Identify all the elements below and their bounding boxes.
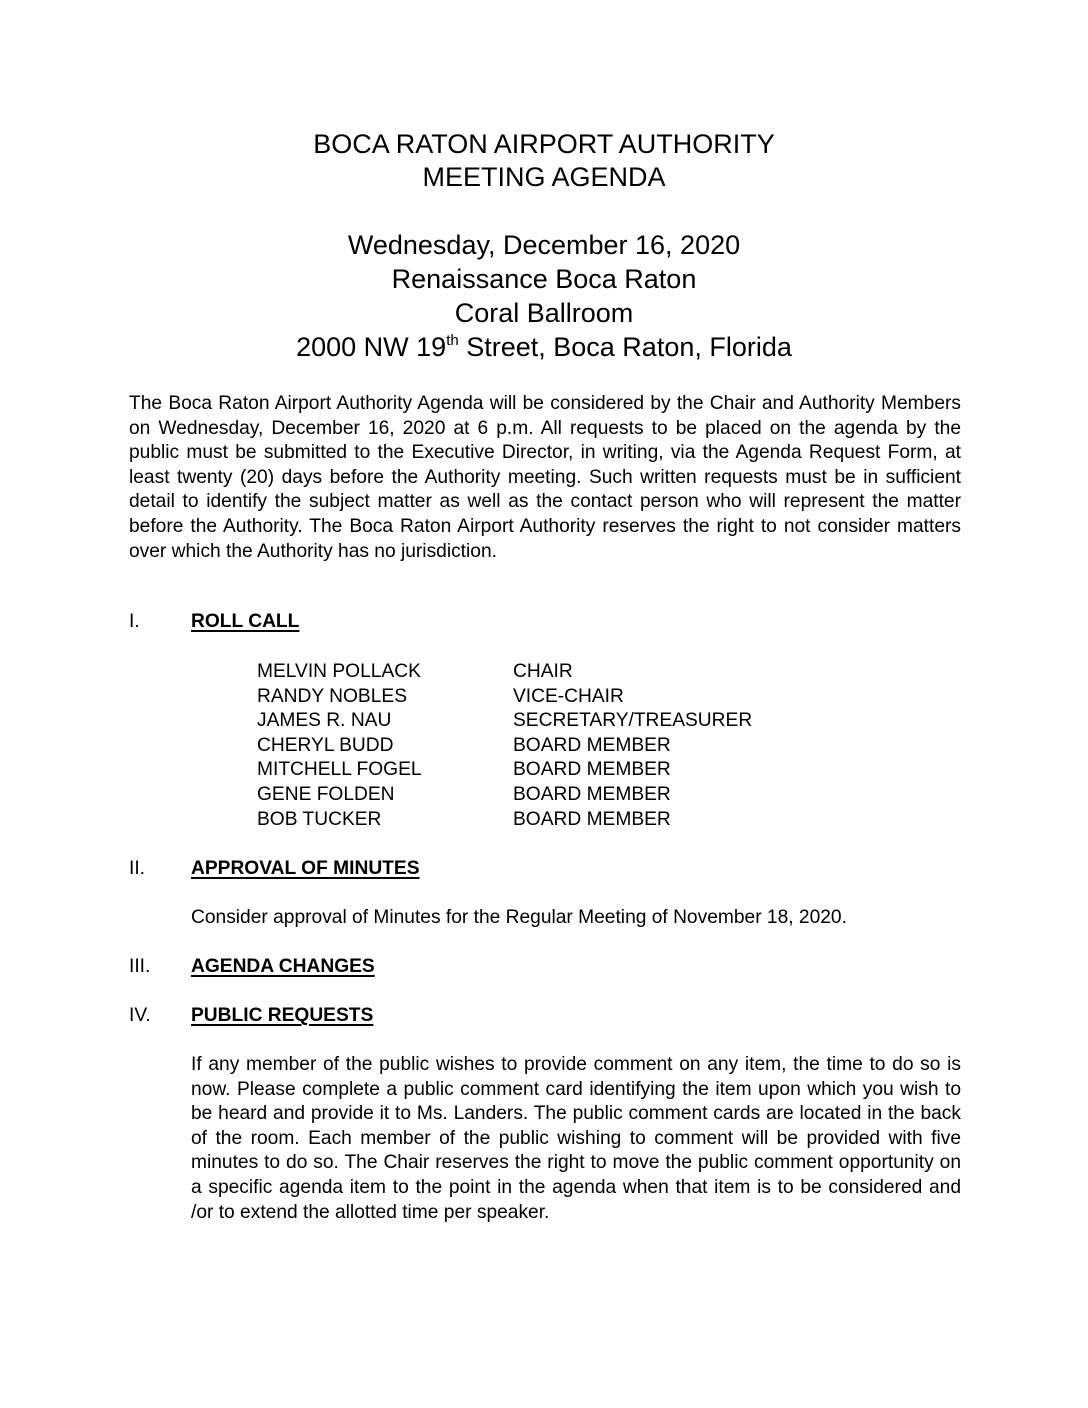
member-name: MITCHELL FOGEL xyxy=(257,759,422,781)
meeting-details xyxy=(0,228,1088,364)
address-superscript: th xyxy=(446,332,459,349)
title-line-1: BOCA RATON AIRPORT AUTHORITY xyxy=(313,129,775,159)
section-number: I. xyxy=(129,611,140,632)
section-title: AGENDA CHANGES xyxy=(191,956,375,977)
address-suffix: Street, Boca Raton, Florida xyxy=(458,332,792,362)
member-title: CHAIR xyxy=(513,661,573,682)
public-requests-text: If any member of the public wishes to provide comment on any item, the time to do so is now. Please complete a public comment card identifying the item upon which you wish to be heard and provide it to Ms. Landers. The public comment cards are located in the back of the room. Each member of the public wishing to comment will be provided with five minutes to do so. The Chair reserves the right to move the public comment opportunity on a specific agenda item to the point in the agenda when that item is to be considered and /or to extend the allotted time per speaker. xyxy=(191,1054,961,1223)
member-name: CHERYL BUDD xyxy=(257,734,394,756)
member-title: VICE-CHAIR xyxy=(513,685,624,707)
meeting-room: Coral Ballroom xyxy=(454,298,634,328)
member-name: JAMES R. NAU xyxy=(257,710,392,732)
member-title: BOARD MEMBER xyxy=(513,759,671,781)
section-title: ROLL CALL xyxy=(191,611,300,632)
section-number: II. xyxy=(129,858,145,879)
meeting-venue: Renaissance Boca Raton xyxy=(391,264,697,294)
section-title: APPROVAL OF MINUTES xyxy=(191,858,420,879)
member-title: BOARD MEMBER xyxy=(513,808,671,830)
section-number: III. xyxy=(129,956,151,977)
meeting-address xyxy=(0,330,1088,364)
member-name: MELVIN POLLACK xyxy=(257,661,421,682)
member-title: BOARD MEMBER xyxy=(513,734,671,756)
meeting-date: Wednesday, December 16, 2020 xyxy=(347,230,741,260)
member-title: BOARD MEMBER xyxy=(513,783,671,805)
member-name: RANDY NOBLES xyxy=(257,685,407,707)
section-number: IV. xyxy=(129,1005,151,1026)
section-title: PUBLIC REQUESTS xyxy=(191,1005,374,1026)
document-title xyxy=(0,128,1088,194)
title-line-2: MEETING AGENDA xyxy=(422,162,666,192)
member-title: SECRETARY/TREASURER xyxy=(513,710,753,732)
address-prefix: 2000 NW 19 xyxy=(296,332,447,362)
intro-paragraph: The Boca Raton Airport Authority Agenda will be considered by the Chair and Authority Members on Wednesday, December 16, 2020 at 6 p.m. All requests to be placed on the agenda by the public must be submitted to the Executive Director, in writing, via the Agenda Request Form, at least twenty (20) days before the Authority meeting. Such written requests must be in sufficient detail to identify the subject matter as well as the contact person who will represent the matter before the Authority. The Boca Raton Airport Authority reserves the right to not consider matters over which the Authority has no jurisdiction. xyxy=(129,393,961,562)
member-name: GENE FOLDEN xyxy=(257,783,395,805)
approval-of-minutes-text: Consider approval of Minutes for the Regular Meeting of November 18, 2020. xyxy=(191,907,847,928)
member-name: BOB TUCKER xyxy=(257,808,382,830)
